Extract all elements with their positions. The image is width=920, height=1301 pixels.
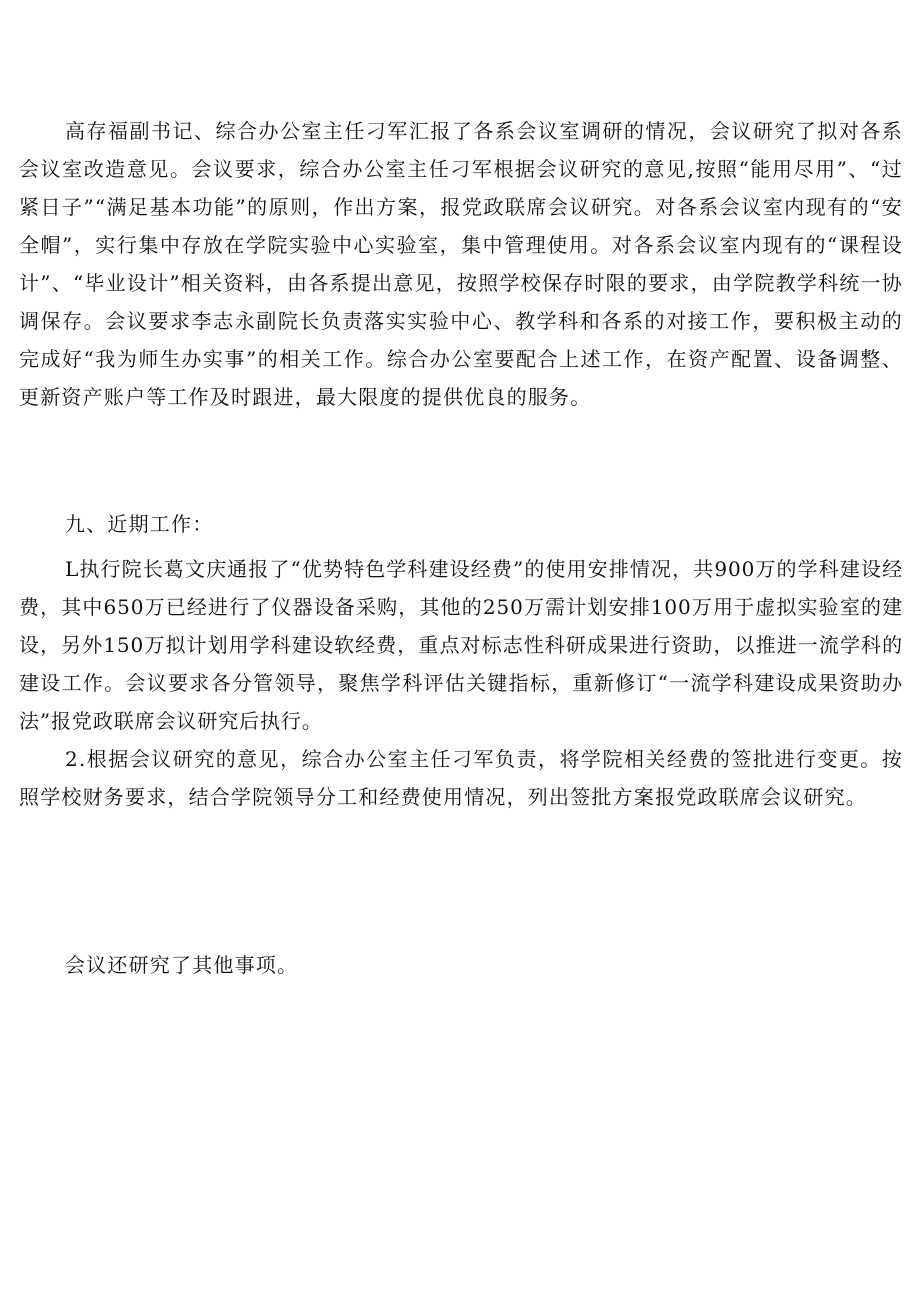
- paragraph-fund-approval-change: 2.根据会议研究的意见，综合办公室主任刁军负责，将学院相关经费的签批进行变更。按照学校财务要求，结合学院领导分工和经费使用情况，列出签批方案报党政联席会议研究。: [19, 747, 903, 809]
- paragraph-meeting-room-renovation: 高存福副书记、综合办公室主任刁军汇报了各系会议室调研的情况，会议研究了拟对各系会议室改造意见。会议要求，综合办公室主任刁军根据会议研究的意见,按照“能用尽用”、“过紧日子”“满足基本功能”的原则，作出方案，报党政联席会议研究。对各系会议室内现有的“安全帽”，实行集中存放在学院实验中心实验室，集中管理使用。对各系会议室内现有的“课程设计”、“毕业设计”相关资料，由各系提出意见，按照学校保存时限的要求，由学院教学科统一协调保存。会议要求李志永副院长负责落实实验中心、教学科和各系的对接工作，要积极主动的完成好“我为师生办实事”的相关工作。综合办公室要配合上述工作，在资产配置、设备调整、更新资产账户等工作及时跟进，最大限度的提供优良的服务。: [19, 119, 903, 409]
- paragraph-discipline-funding: L执行院长葛文庆通报了“优势特色学科建设经费”的使用安排情况，共900万的学科建设经费，其中650万已经进行了仪器设备采购，其他的250万需计划安排100万用于虚拟实验室的建设，另外150万拟计划用学科建设软经费，重点对标志性科研成果进行资助，以推进一流学科的建设工作。会议要求各分管领导，聚焦学科评估关键指标，重新修订“一流学科建设成果资助办法”报党政联席会议研究后执行。: [19, 557, 903, 733]
- section-heading-recent-work: 九、近期工作：: [65, 512, 214, 536]
- paragraph-other-matters: 会议还研究了其他事项。: [65, 953, 299, 977]
